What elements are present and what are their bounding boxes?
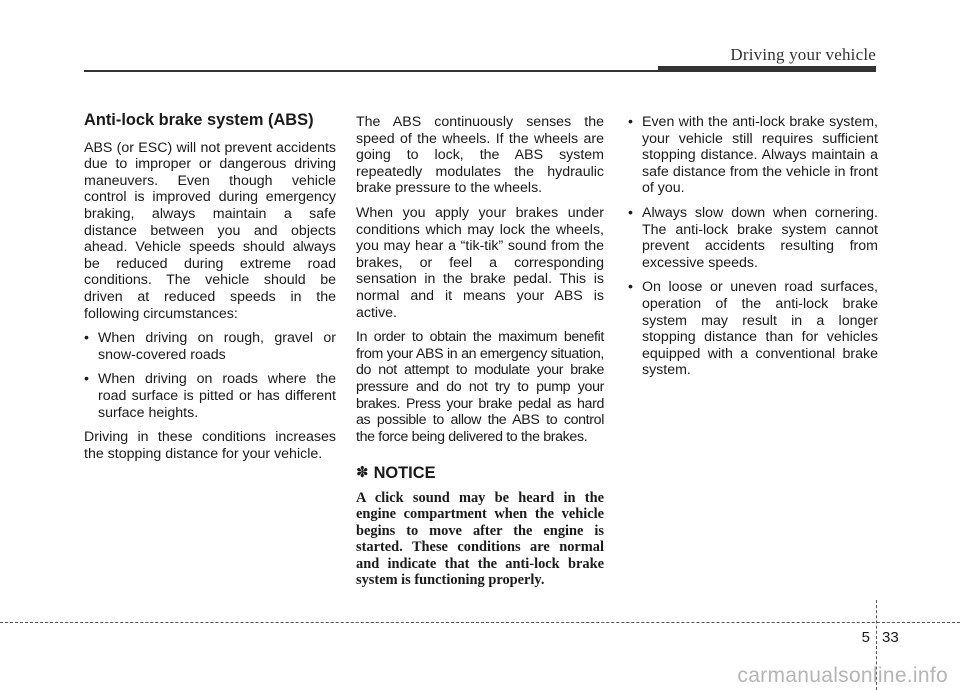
page-number: 33 [882,629,899,646]
column-left [84,112,336,470]
header-accent-bar [658,66,876,72]
bullet-icon: • [84,330,89,347]
closing-paragraph: Driving in these conditions increases the stopping distance for your vehicle. [84,429,336,462]
list-item [628,205,878,271]
list-item-text: Always slow down when cornering. The anti-lock brake system cannot prevent accidents resulting from excessive speeds. [642,204,878,271]
column-right [628,114,878,387]
abs-sound-paragraph: When you apply your brakes under conditions which may lock the wheels, you may hear a “tik-tik” sound from the brakes, or feel a corresponding sensation in the brake pedal. This is normal and it means your ABS is active. [356,204,604,321]
list-item-text: On loose or uneven road surfaces, operation of the anti-lock brake system may result in a longer stopping distance than for vehicles equipped with a conventional brake system. [642,279,878,379]
bullet-icon: • [628,114,633,130]
intro-paragraph: ABS (or ESC) will not prevent accidents due to improper or dangerous driving maneuvers. Even though vehicle control is improved during emergency braking, always maintain a safe distance between you and objects ahead. Vehicle speeds should always be reduced during extreme road conditions. The vehicle should be driven at reduced speeds in the following circumstances: [84,139,336,322]
bullet-icon: • [628,204,633,221]
footer-rule [0,622,960,623]
page-header-title: Driving your vehicle [730,45,876,64]
list-item-text: When driving on roads where the road surface is pitted or has different surface heights. [98,371,336,421]
list-item-text: When driving on rough, gravel or snow-covered roads [98,330,336,363]
list-item [628,279,878,379]
list-item-text: Even with the anti-lock brake system, your vehicle still requires sufficient stopping distance. Always maintain a safe distance from the vehicle in front of you. [642,114,878,197]
bullet-icon: • [628,279,633,296]
section-heading: Anti-lock brake system (ABS) [84,111,314,129]
notice-body: A click sound may be heard in the engine compartment when the vehicle begins to move after the engine is started. These conditions are normal and indicate that the anti-lock brake system is functioning properly. [356,489,604,589]
notice-title: NOTICE [373,464,436,483]
abs-sensing-paragraph: The ABS continuously senses the speed of the wheels. If the wheels are going to lock, the ABS system repeatedly modulates the hydraulic brake pressure to the wheels. [356,114,604,197]
bullet-icon: • [84,371,89,388]
abs-tips-list [628,114,878,379]
list-item [628,114,878,197]
abs-benefit-paragraph: In order to obtain the maximum benefit from your ABS in an emergency situation, do not attempt to modulate your brake pressure and do not try to pump your brakes. Press your brake pedal as hard as possible to allow the ABS to control the force being delivered to the brakes. [356,329,604,445]
notice-star-icon: ✽ [356,464,369,482]
list-item [84,330,336,363]
list-item [84,371,336,421]
notice-heading [356,465,604,482]
chapter-number: 5 [861,629,870,646]
circumstances-list [84,330,336,421]
column-middle [356,114,604,597]
watermark: carmanualsonline.info [737,664,948,687]
